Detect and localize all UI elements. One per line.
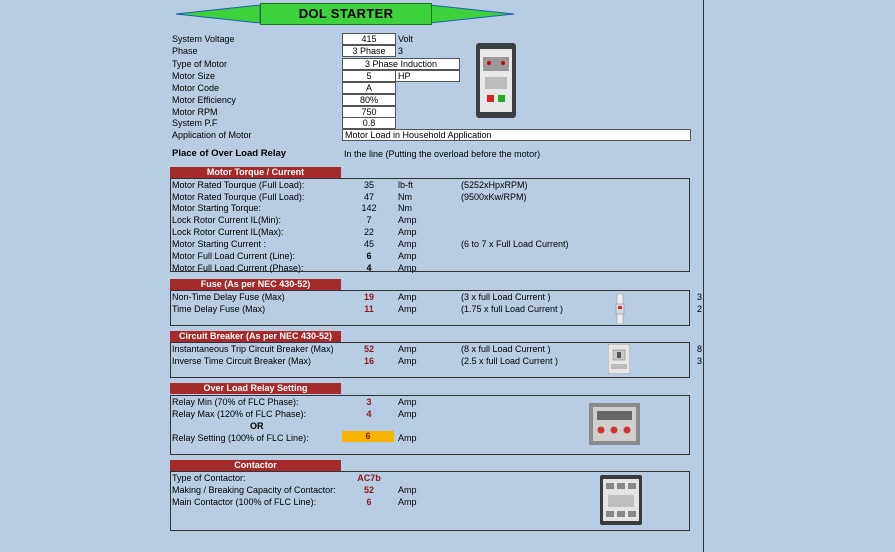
table-row-label: Relay Min (70% of FLC Phase): bbox=[172, 397, 299, 407]
motor-type-field[interactable]: 3 Phase Induction bbox=[342, 58, 460, 70]
table-row-label: Motor Rated Tourque (Full Load): bbox=[172, 192, 305, 202]
table-row-unit: Amp bbox=[398, 356, 417, 366]
section-header-torque: Motor Torque / Current bbox=[170, 167, 341, 178]
table-row-label: Time Delay Fuse (Max) bbox=[172, 304, 266, 314]
table-row-label: Motor Rated Tourque (Full Load): bbox=[172, 180, 305, 190]
table-row-unit: Nm bbox=[398, 203, 412, 213]
phase-field[interactable]: 3 Phase bbox=[342, 45, 396, 57]
table-row-unit: Amp bbox=[398, 497, 417, 507]
table-row-unit: Nm bbox=[398, 192, 412, 202]
table-row-unit: Amp bbox=[398, 239, 417, 249]
table-row-unit: Amp bbox=[398, 292, 417, 302]
table-row-value: 45 bbox=[363, 239, 374, 249]
input-label-phase: Phase bbox=[172, 46, 198, 56]
input-label-rpm: Motor RPM bbox=[172, 107, 218, 117]
table-row-label: Instantaneous Trip Circuit Breaker (Max) bbox=[172, 344, 334, 354]
dol-starter-image bbox=[476, 43, 516, 118]
table-row-label: Main Contactor (100% of FLC Line): bbox=[172, 497, 317, 507]
relay-setting-field[interactable]: 6 bbox=[342, 431, 394, 442]
column-divider bbox=[703, 0, 704, 552]
title-banner bbox=[176, 3, 514, 25]
input-label-motor-code: Motor Code bbox=[172, 83, 220, 93]
table-row-label: Motor Full Load Current (Line): bbox=[172, 251, 296, 261]
table-row-label: Motor Full Load Current (Phase): bbox=[172, 263, 304, 273]
table-row-value: 6 bbox=[366, 251, 372, 261]
table-row-value: 11 bbox=[364, 304, 374, 314]
table-row-unit: Amp bbox=[398, 263, 417, 273]
section-header-breaker: Circuit Breaker (As per NEC 430-52) bbox=[170, 331, 341, 342]
table-row-note: (5252xHpxRPM) bbox=[461, 180, 528, 190]
table-row-note: (2.5 x full Load Current ) bbox=[461, 356, 559, 366]
table-row-value: 6 bbox=[366, 497, 372, 507]
table-row-label: Motor Starting Torque: bbox=[172, 203, 261, 213]
table-row-label: Making / Breaking Capacity of Contactor: bbox=[172, 485, 336, 495]
overload-place-label: Place of Over Load Relay bbox=[172, 148, 287, 159]
table-row-unit: lb-ft bbox=[398, 180, 414, 190]
input-label-pf: System P.F bbox=[172, 118, 218, 128]
table-row-label: Relay Max (120% of FLC Phase): bbox=[172, 409, 307, 419]
table-row-unit: Amp bbox=[398, 215, 417, 225]
pf-field[interactable]: 0.8 bbox=[342, 117, 396, 129]
section-header-contactor: Contactor bbox=[170, 460, 341, 471]
table-row-value: 35 bbox=[363, 180, 374, 190]
section-header-relay: Over Load Relay Setting bbox=[170, 383, 341, 394]
application-field[interactable]: Motor Load in Household Application bbox=[342, 129, 691, 141]
motor-code-field[interactable]: A bbox=[342, 82, 396, 94]
contactor-image bbox=[600, 475, 642, 525]
input-label-motor-size: Motor Size bbox=[172, 71, 216, 81]
table-row-value: 16 bbox=[363, 356, 374, 366]
table-row-edge: 2 bbox=[697, 304, 703, 314]
table-row-edge: 3 bbox=[697, 292, 703, 302]
table-row-edge: 3 bbox=[697, 356, 703, 366]
input-label-voltage: System Voltage bbox=[172, 34, 235, 44]
table-row-unit: Amp bbox=[398, 397, 417, 407]
table-row-value: 4 bbox=[366, 409, 372, 419]
table-row-note: (1.75 x full Load Current ) bbox=[461, 304, 564, 314]
table-row-unit: Amp bbox=[398, 409, 417, 419]
table-row-note: (6 to 7 x Full Load Current) bbox=[461, 239, 569, 249]
or-label: OR bbox=[250, 421, 264, 431]
voltage-unit: Volt bbox=[398, 34, 414, 44]
page-title: DOL STARTER bbox=[260, 3, 432, 25]
efficiency-field[interactable]: 80% bbox=[342, 94, 396, 106]
fuse-image bbox=[614, 294, 626, 324]
table-row-value: 22 bbox=[363, 227, 374, 237]
table-row-value: 52 bbox=[363, 344, 374, 354]
section-header-fuse: Fuse (As per NEC 430-52) bbox=[170, 279, 341, 290]
table-row-value: 3 bbox=[366, 397, 372, 407]
phase-unit: 3 bbox=[398, 46, 404, 56]
table-row-note: (8 x full Load Current ) bbox=[461, 344, 551, 354]
voltage-field[interactable]: 415 bbox=[342, 33, 396, 45]
table-row-value: 142 bbox=[361, 203, 377, 213]
table-row-unit: Amp bbox=[398, 227, 417, 237]
table-row-value: 19 bbox=[363, 292, 374, 302]
input-label-efficiency: Motor Efficiency bbox=[172, 95, 236, 105]
table-row-label: Type of Contactor: bbox=[172, 473, 246, 483]
motor-size-field[interactable]: 5 bbox=[342, 70, 396, 82]
table-row-label: Lock Rotor Current IL(Max): bbox=[172, 227, 284, 237]
table-row-unit: Amp bbox=[398, 304, 417, 314]
table-row-value: 52 bbox=[363, 485, 374, 495]
table-row-label: Motor Starting Current : bbox=[172, 239, 267, 249]
table-row-edge: 8 bbox=[697, 344, 703, 354]
table-row-label: Lock Rotor Current IL(Min): bbox=[172, 215, 282, 225]
table-row-note: (3 x full Load Current ) bbox=[461, 292, 551, 302]
table-row-label: Non-Time Delay Fuse (Max) bbox=[172, 292, 285, 302]
table-row-note: (9500xKw/RPM) bbox=[461, 192, 527, 202]
input-label-application: Application of Motor bbox=[172, 130, 252, 140]
circuit-breaker-image bbox=[608, 344, 630, 374]
table-row-value: 7 bbox=[366, 215, 372, 225]
table-row-value: 47 bbox=[363, 192, 374, 202]
rpm-field[interactable]: 750 bbox=[342, 106, 396, 118]
table-row-unit: Amp bbox=[398, 485, 417, 495]
table-row-unit: Amp bbox=[398, 433, 417, 443]
motor-size-unit: HP bbox=[395, 70, 460, 82]
overload-place-value: In the line (Putting the overload before the motor) bbox=[344, 149, 541, 159]
input-label-motor-type: Type of Motor bbox=[172, 59, 228, 69]
table-row-value: 4 bbox=[366, 263, 372, 273]
table-row-value: AC7b bbox=[357, 473, 381, 483]
table-row-label: Inverse Time Circuit Breaker (Max) bbox=[172, 356, 312, 366]
table-row-label: Relay Setting (100% of FLC Line): bbox=[172, 433, 309, 443]
table-row-unit: Amp bbox=[398, 251, 417, 261]
table-row-unit: Amp bbox=[398, 344, 417, 354]
overload-relay-image bbox=[589, 403, 640, 445]
